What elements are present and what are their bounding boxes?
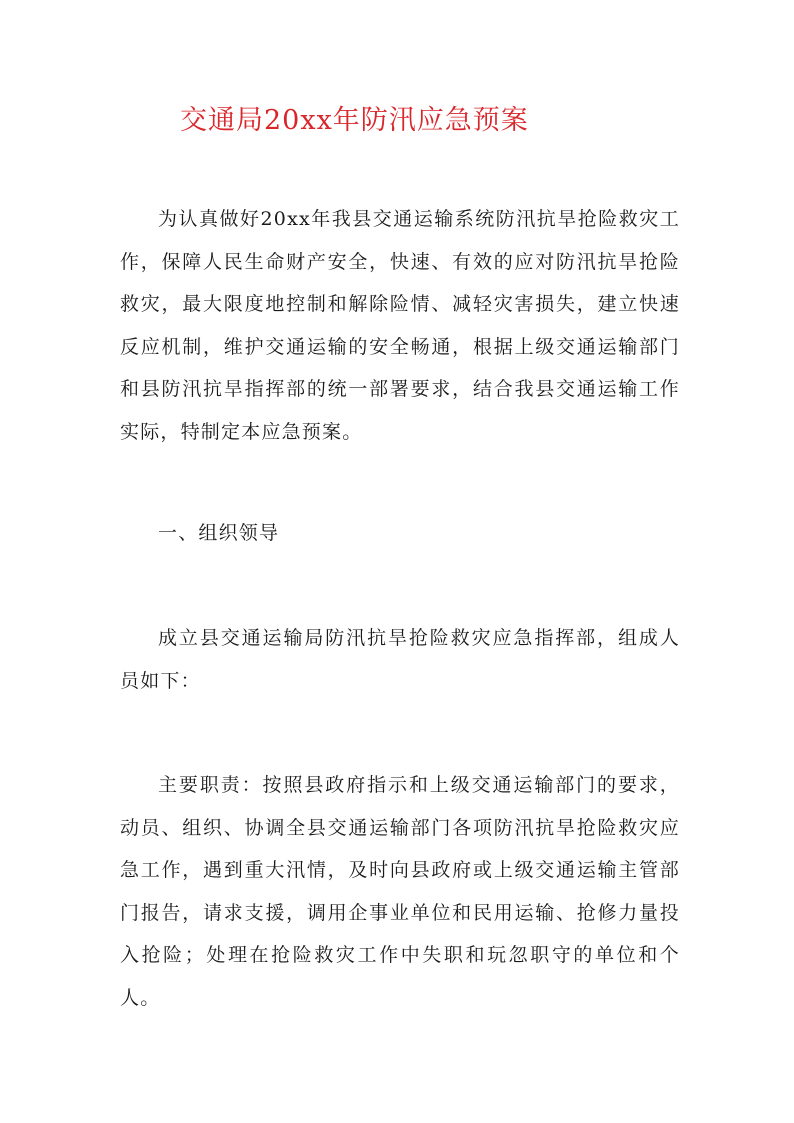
section-heading-organization: 一、组织领导 (158, 522, 280, 544)
command-team-paragraph: 成立县交通运输局防汛抗旱抢险救灾应急指挥部，组成人员如下： (120, 627, 680, 692)
intro-paragraph: 为认真做好20xx年我县交通运输系统防汛抗旱抢险救灾工作，保障人民生命财产安全，快速、有效的应对防汛抗旱抢险救灾，最大限度地控制和解除险情、减轻灾害损失，建立快速反应机制，维护交通运输的安全畅通，根据上级交通运输部门和县防汛抗旱指挥部的统一部署要求，结合我县交通运输工作实际，特制定本应急预案。 (120, 208, 680, 443)
document-title: 交通局20xx年防汛应急预案 (180, 105, 529, 136)
main-duties-paragraph: 主要职责：按照县政府指示和上级交通运输部门的要求，动员、组织、协调全县交通运输部门各项防汛抗旱抢险救灾应急工作，遇到重大汛情，及时向县政府或上级交通运输主管部门报告，请求支援，调用企事业单位和民用运输、抢修力量投入抢险；处理在抢险救灾工作中失职和玩忽职守的单位和个人。 (120, 774, 680, 1009)
